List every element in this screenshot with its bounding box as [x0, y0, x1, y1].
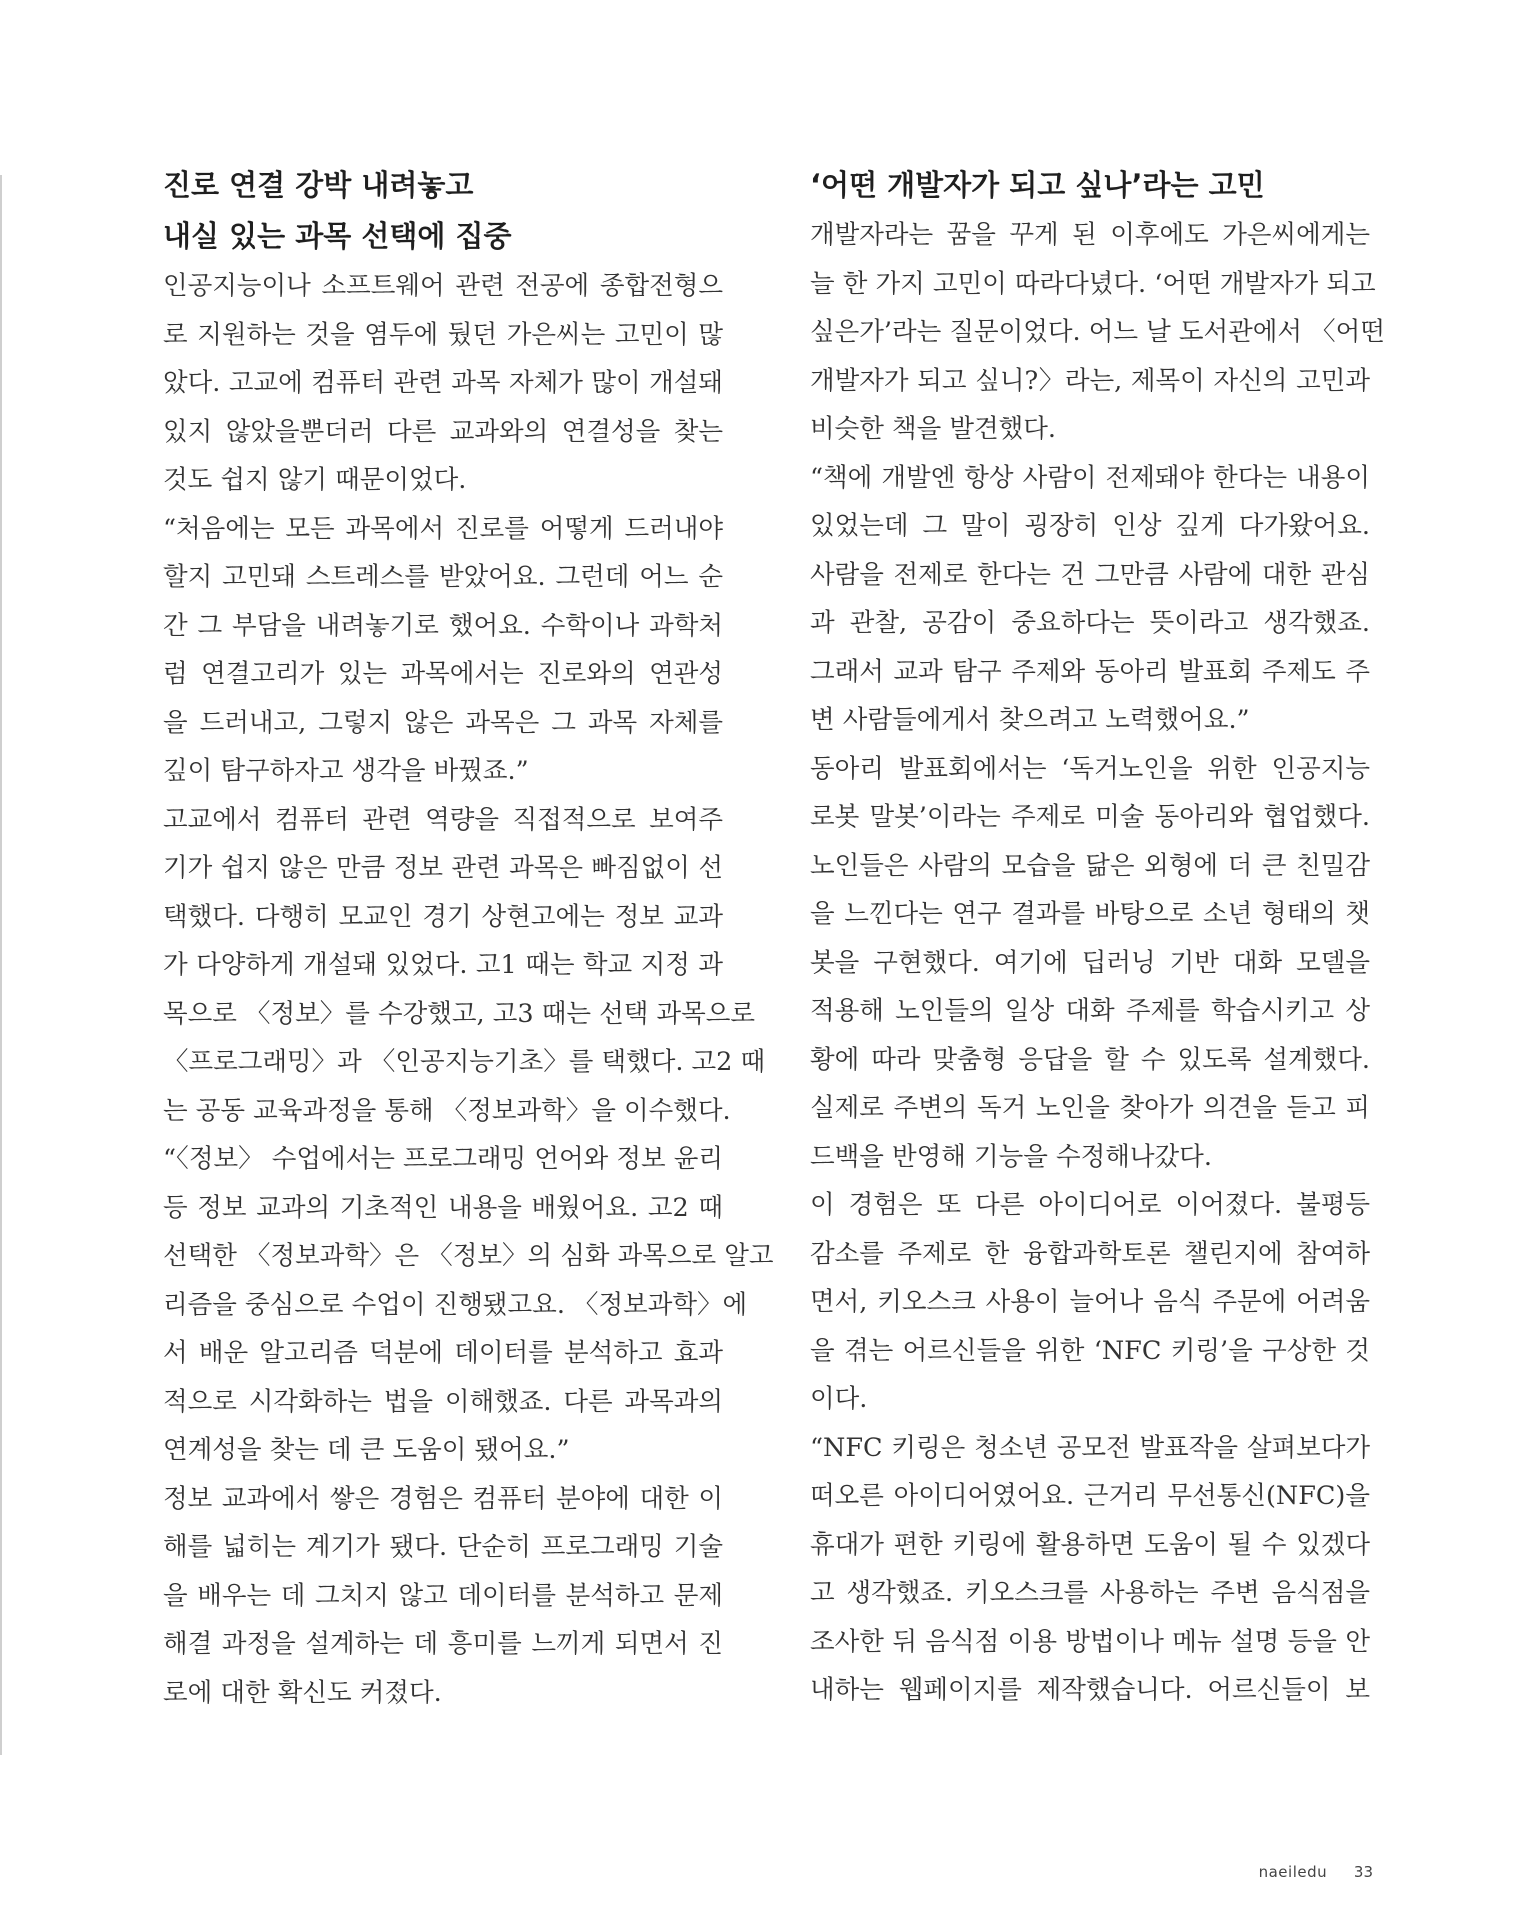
text-line: 았다. 고교에 컴퓨터 관련 과목 자체가 많이 개설돼	[163, 368, 723, 398]
text-line: “처음에는 모든 과목에서 진로를 어떻게 드러내야	[163, 513, 723, 544]
text-line: 럼 연결고리가 있는 과목에서는 진로와의 연관성	[163, 659, 723, 689]
text-line: 할지 고민돼 스트레스를 받았어요. 그런데 어느 순	[163, 562, 723, 592]
page-edge-line	[0, 175, 2, 1755]
text-line: 가 다양하게 개설돼 있었다. 고1 때는 학교 지정 과	[163, 950, 723, 980]
text-line: 그래서 교과 탐구 주제와 동아리 발표회 주제도 주	[810, 656, 1370, 687]
section-heading	[163, 160, 723, 262]
quote-paragraph	[810, 454, 1370, 745]
text-line: 드백을 반영해 기능을 수정해나갔다.	[810, 1141, 1212, 1172]
text-line: 을 드러내고, 그렇지 않은 과목은 그 과목 자체를	[163, 707, 723, 738]
text-line: 황에 따라 맞춤형 응답을 할 수 있도록 설계했다.	[810, 1044, 1370, 1075]
page-number: 33	[1353, 1863, 1373, 1881]
text-line: 등 정보 교과의 기초적인 내용을 배웠어요. 고2 때	[163, 1192, 723, 1223]
text-line: 있었는데 그 말이 굉장히 인상 깊게 다가왔어요.	[810, 511, 1370, 541]
text-line: 연계성을 찾는 데 큰 도움이 됐어요.”	[163, 1435, 570, 1465]
text-line: 변 사람들에게서 찾으려고 노력했어요.”	[810, 705, 1250, 735]
publication-name: naeiledu	[1258, 1863, 1328, 1881]
text-line: 해결 과정을 설계하는 데 흥미를 느끼게 되면서 진	[163, 1629, 723, 1659]
paragraph	[810, 745, 1370, 1182]
text-line: 늘 한 가지 고민이 따라다녔다. ‘어떤 개발자가 되고	[810, 268, 1376, 299]
text-line: 깊이 탐구하자고 생각을 바꿨죠.”	[163, 756, 529, 786]
text-line: 이 경험은 또 다른 아이디어로 이어졌다. 불평등	[810, 1190, 1370, 1220]
text-line: 면서, 키오스크 사용이 늘어나 음식 주문에 어려움	[810, 1287, 1370, 1317]
heading-line: ‘어떤 개발자가 되고 싶나’라는 고민	[810, 168, 1265, 202]
text-line: 떠오른 아이디어였어요. 근거리 무선통신(NFC)을	[810, 1481, 1370, 1511]
text-line: 로에 대한 확신도 커졌다.	[163, 1677, 442, 1708]
text-line: 비슷한 책을 발견했다.	[810, 414, 1057, 444]
quote-paragraph	[163, 505, 723, 796]
text-line: 적으로 시각화하는 법을 이해했죠. 다른 과목과의	[163, 1386, 723, 1417]
text-line: “NFC 키링은 청소년 공모전 발표작을 살펴보다가	[810, 1432, 1370, 1463]
text-line: 기가 쉽지 않은 만큼 정보 관련 과목은 빠짐없이 선	[163, 853, 723, 883]
text-line: 을 겪는 어르신들을 위한 ‘NFC 키링’을 구상한 것	[810, 1335, 1370, 1366]
text-line: 〈프로그래밍〉과 〈인공지능기초〉를 택했다. 고2 때	[163, 1047, 766, 1077]
text-line: 선택한 〈정보과학〉은 〈정보〉의 심화 과목으로 알고	[163, 1241, 774, 1271]
text-line: “책에 개발엔 항상 사람이 전제돼야 한다는 내용이	[810, 462, 1370, 493]
text-line: 목으로 〈정보〉를 수강했고, 고3 때는 선택 과목으로	[163, 998, 755, 1029]
text-line: 동아리 발표회에서는 ‘독거노인을 위한 인공지능	[810, 753, 1370, 784]
section-heading	[810, 160, 1370, 211]
paragraph	[810, 211, 1385, 454]
paragraph	[163, 1475, 723, 1718]
quote-paragraph	[163, 1135, 774, 1475]
text-line: 사람을 전제로 한다는 건 그만큼 사람에 대한 관심	[810, 559, 1370, 590]
text-line: 을 느낀다는 연구 결과를 바탕으로 소년 형태의 챗	[810, 899, 1370, 929]
text-line: 것도 쉽지 않기 때문이었다.	[163, 465, 467, 495]
text-line: 조사한 뒤 음식점 이용 방법이나 메뉴 설명 등을 안	[810, 1626, 1370, 1657]
heading-line: 내실 있는 과목 선택에 집중	[163, 219, 512, 253]
text-line: 로 지원하는 것을 염두에 뒀던 가은씨는 고민이 많	[163, 319, 723, 350]
text-line: 해를 넓히는 계기가 됐다. 단순히 프로그래밍 기술	[163, 1532, 723, 1562]
text-line: 개발자가 되고 싶니?〉라는, 제목이 자신의 고민과	[810, 365, 1370, 396]
text-line: 고 생각했죠. 키오스크를 사용하는 주변 음식점을	[810, 1578, 1370, 1608]
text-line: 는 공동 교육과정을 통해 〈정보과학〉을 이수했다.	[163, 1095, 731, 1126]
page-footer	[1259, 1863, 1373, 1881]
text-line: 적용해 노인들의 일상 대화 주제를 학습시키고 상	[810, 996, 1370, 1026]
quote-paragraph	[810, 1424, 1370, 1715]
right-column	[810, 160, 1385, 1715]
text-line: 로봇 말봇’이라는 주제로 미술 동아리와 협업했다.	[810, 802, 1370, 832]
text-line: 감소를 주제로 한 융합과학토론 챌린지에 참여하	[810, 1238, 1370, 1269]
text-line: 과 관찰, 공감이 중요하다는 뜻이라고 생각했죠.	[810, 608, 1370, 638]
paragraph	[163, 796, 766, 1136]
left-column	[163, 160, 774, 1717]
text-line: 봇을 구현했다. 여기에 딥러닝 기반 대화 모델을	[810, 947, 1370, 978]
text-line: 리즘을 중심으로 수업이 진행됐고요. 〈정보과학〉에	[163, 1289, 748, 1320]
text-line: 내하는 웹페이지를 제작했습니다. 어르신들이 보	[810, 1675, 1370, 1705]
text-line: “〈정보〉 수업에서는 프로그래밍 언어와 정보 윤리	[163, 1144, 723, 1174]
text-line: 인공지능이나 소프트웨어 관련 전공에 종합전형으	[163, 271, 723, 301]
text-line: 실제로 주변의 독거 노인을 찾아가 의견을 듣고 피	[810, 1093, 1370, 1123]
text-line: 휴대가 편한 키링에 활용하면 도움이 될 수 있겠다	[810, 1529, 1370, 1560]
heading-line: 진로 연결 강박 내려놓고	[163, 168, 474, 202]
paragraph	[810, 1181, 1370, 1424]
text-line: 있지 않았을뿐더러 다른 교과와의 연결성을 찾는	[163, 416, 723, 447]
text-line: 서 배운 알고리즘 덕분에 데이터를 분석하고 효과	[163, 1338, 723, 1368]
text-line: 이다.	[810, 1384, 868, 1414]
text-line: 정보 교과에서 쌓은 경험은 컴퓨터 분야에 대한 이	[163, 1483, 723, 1514]
text-line: 을 배우는 데 그치지 않고 데이터를 분석하고 문제	[163, 1580, 723, 1611]
text-line: 개발자라는 꿈을 꾸게 된 이후에도 가은씨에게는	[810, 220, 1370, 250]
paragraph	[163, 262, 723, 505]
text-line: 택했다. 다행히 모교인 경기 상현고에는 정보 교과	[163, 901, 723, 932]
text-line: 고교에서 컴퓨터 관련 역량을 직접적으로 보여주	[163, 804, 723, 835]
text-line: 간 그 부담을 내려놓기로 했어요. 수학이나 과학처	[163, 610, 723, 641]
text-line: 노인들은 사람의 모습을 닮은 외형에 더 큰 친밀감	[810, 850, 1370, 881]
text-line: 싶은가’라는 질문이었다. 어느 날 도서관에서 〈어떤	[810, 317, 1385, 347]
